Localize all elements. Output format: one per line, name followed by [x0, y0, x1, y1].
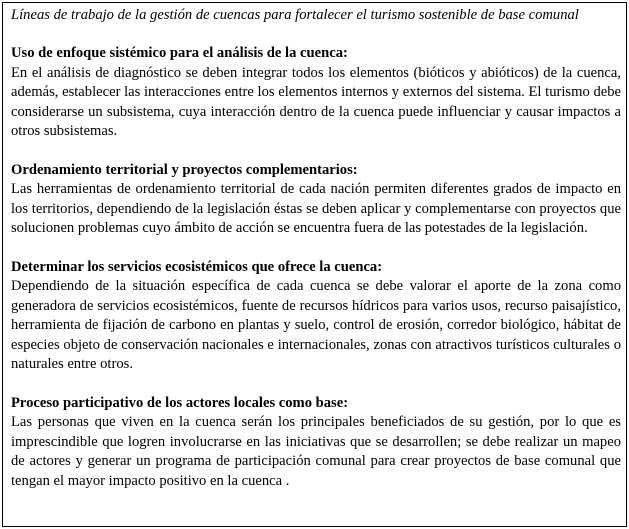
section-heading: Uso de enfoque sistémico para el análisis de la cuenca: — [11, 45, 348, 62]
section-ecosystem-services — [11, 258, 621, 374]
section-body: Las personas que viven en la cuenca serán los principales beneficiados de su gestión, por lo que es imprescindible que logren involucrarse en las iniciativas que se desarrollen; se debe realizar un mapeo de actores y generar un programa de participación comunal para crear proyectos de base comunal que tengan el mayor impacto positivo en la cuenca . — [11, 414, 621, 489]
section-body: En el análisis de diagnóstico se deben integrar todos los elementos (bióticos y abióticos) de la cuenca, además, establecer las interacciones entre los elementos internos y externos del sistema. El turismo debe considerarse un subsistema, cuya interacción dentro de la cuenca puede influenciar y causar impactos a otros subsistemas. — [11, 64, 621, 140]
section-body: Las herramientas de ordenamiento territorial de cada nación permiten diferentes grados de impacto en los territorios, dependiendo de la legislación éstas se deben aplicar y complementarse con proyectos que solucionen problemas cuyo ámbito de acción se encuentra fuera de las potestades de la legislación. — [11, 181, 621, 237]
text-box — [2, 2, 627, 527]
section-systemic-approach — [11, 44, 621, 141]
section-heading: Determinar los servicios ecosistémicos que ofrece la cuenca: — [11, 259, 383, 276]
section-body: Dependiendo de la situación específica de cada cuenca se debe valorar el aporte de la zona como generadora de servicios ecosistémicos, fuente de recursos hídricos para varios usos, recurso paisajístico, herramienta de fijación de carbono en plantas y suelo, control de erosión, corredor biológico, hábitat de especies objeto de conservación nacionales e internacionales, zonas con atractivos turísticos culturales o naturales entre otros. — [11, 278, 621, 373]
section-heading: Proceso participativo de los actores locales como base: — [11, 395, 349, 411]
section-participatory-process — [11, 394, 621, 491]
section-heading: Ordenamiento territorial y proyectos complementarios: — [11, 161, 358, 178]
section-territorial-planning — [11, 161, 621, 239]
box-title: Líneas de trabajo de la gestión de cuencas para fortalecer el turismo sostenible de base comunal — [11, 7, 579, 23]
